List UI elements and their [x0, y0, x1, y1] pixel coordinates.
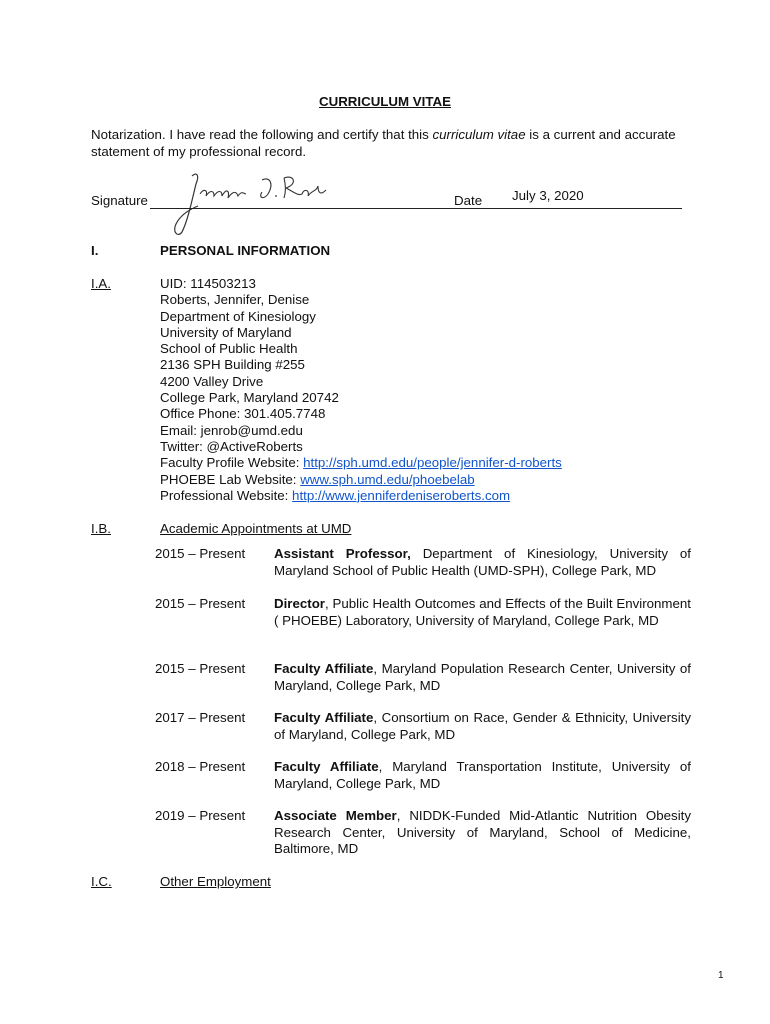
signature-line — [150, 208, 682, 209]
office-phone: Office Phone: 301.405.7748 — [160, 406, 326, 422]
section-title-personal-information: PERSONAL INFORMATION — [160, 243, 331, 258]
faculty-profile-link[interactable]: http://sph.umd.edu/people/jennifer-d-roberts — [303, 455, 562, 471]
appointment-description: Faculty Affiliate, Maryland Transportation Institute, University of Maryland, College Park, MD — [274, 759, 691, 791]
uid: UID: 114503213 — [160, 276, 256, 291]
contact-block — [160, 276, 562, 504]
appointment-years: 2015 – Present — [155, 661, 246, 676]
section-number-ib: I.B. — [91, 521, 111, 536]
section-title-academic-appointments: Academic Appointments at UMD — [160, 521, 352, 536]
signature-label: Signature — [91, 193, 148, 208]
section-number-ic: I.C. — [91, 874, 112, 889]
appointment-description: Assistant Professor, Department of Kinesiology, University of Maryland School of Public Health (UMD-SPH), College Park, MD — [274, 546, 692, 578]
appointment-years: 2018 – Present — [155, 759, 246, 774]
section-number-ia: I.A. — [91, 276, 111, 291]
city: College Park, Maryland 20742 — [160, 390, 339, 406]
signature-image — [170, 170, 330, 240]
appointment-years: 2015 – Present — [155, 546, 246, 561]
section-title-other-employment: Other Employment — [160, 874, 271, 889]
section-number-i: I. — [91, 243, 99, 258]
building: 2136 SPH Building #255 — [160, 357, 305, 373]
street: 4200 Valley Drive — [160, 373, 264, 389]
page-number: 1 — [718, 970, 724, 981]
document-title: CURRICULUM VITAE — [319, 94, 451, 109]
lab-website-link[interactable]: www.sph.umd.edu/phoebelab — [300, 471, 475, 487]
professional-website-line: Professional Website: http://www.jenniferdeniseroberts.com — [160, 487, 511, 503]
notarization-statement: Notarization. I have read the following and certify that this curriculum vitae is a current and accurate statement of my professional record. — [91, 127, 676, 159]
school: School of Public Health — [160, 341, 298, 357]
full-name: Roberts, Jennifer, Denise — [160, 292, 310, 308]
appointment-years: 2019 – Present — [155, 808, 246, 823]
appointment-years: 2017 – Present — [155, 710, 246, 725]
university: University of Maryland — [160, 324, 292, 340]
professional-website-link[interactable]: http://www.jenniferdeniseroberts.com — [292, 487, 511, 503]
department: Department of Kinesiology — [160, 308, 316, 324]
twitter: Twitter: @ActiveRoberts — [160, 438, 303, 454]
date-label: Date — [454, 193, 483, 208]
appointment-years: 2015 – Present — [155, 596, 246, 611]
appointment-description: Associate Member, NIDDK-Funded Mid-Atlantic Nutrition Obesity Research Center, University of Maryland, School of Medicine, Baltimore, MD — [274, 808, 691, 856]
faculty-profile-line: Faculty Profile Website: http://sph.umd.edu/people/jennifer-d-roberts — [160, 455, 562, 471]
lab-website-line: PHOEBE Lab Website: www.sph.umd.edu/phoebelab — [160, 471, 475, 487]
appointment-description: Faculty Affiliate, Maryland Population Research Center, University of Maryland, College Park, MD — [274, 661, 691, 693]
date-value: July 3, 2020 — [512, 188, 584, 203]
email: Email: jenrob@umd.edu — [160, 422, 303, 438]
appointment-description: Faculty Affiliate, Consortium on Race, Gender & Ethnicity, University of Maryland, College Park, MD — [274, 710, 691, 742]
appointment-description: Director, Public Health Outcomes and Effects of the Built Environment ( PHOEBE) Laboratory, University of Maryland, College Park, MD — [274, 596, 691, 628]
